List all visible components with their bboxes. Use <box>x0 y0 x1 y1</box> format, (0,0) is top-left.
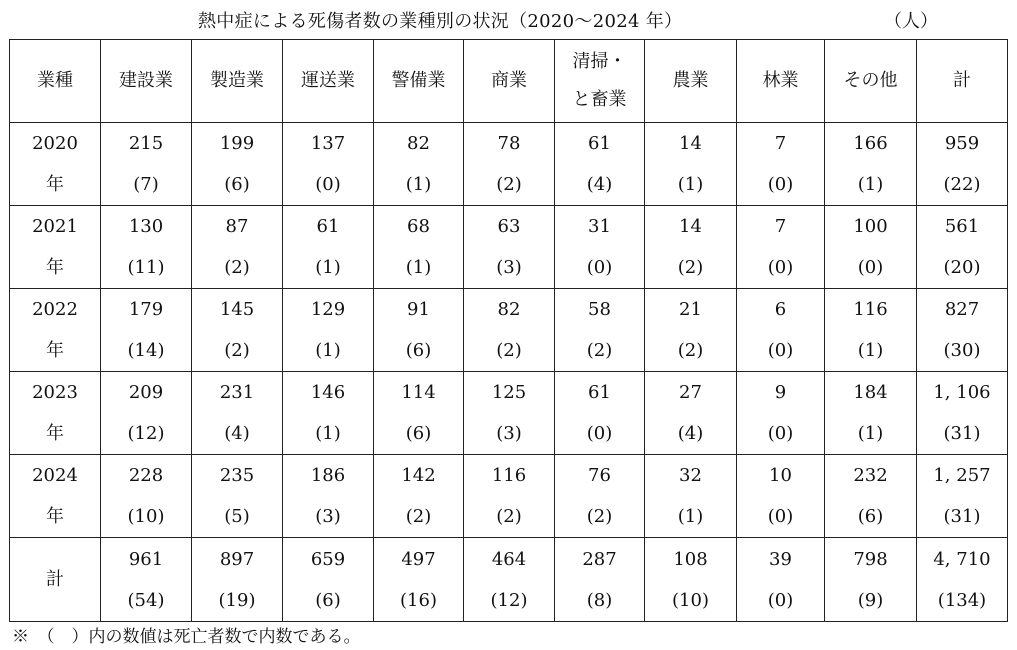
table-cell <box>374 455 464 538</box>
table-body <box>10 123 1008 622</box>
cell-deaths: (2) <box>496 174 522 195</box>
header-label-line2: と畜業 <box>572 89 627 110</box>
table-cell <box>917 206 1008 289</box>
cell-count: 9 <box>774 382 787 403</box>
table-cell <box>192 372 283 455</box>
table-cell <box>464 372 555 455</box>
header-label: 商業 <box>491 70 527 91</box>
cell-deaths: (20) <box>943 257 981 278</box>
table-cell <box>374 538 464 622</box>
cell-count: 6 <box>774 299 787 320</box>
row-label-line2: 年 <box>46 506 64 527</box>
row-label-line1: 2021 <box>32 216 78 237</box>
cell-deaths: (0) <box>767 589 794 611</box>
cell-deaths: (19) <box>218 589 256 611</box>
cell-count: 798 <box>853 548 888 570</box>
table-cell <box>825 206 917 289</box>
row-label-line1: 2022 <box>32 299 78 320</box>
table-cell <box>283 289 374 372</box>
table-cell <box>374 289 464 372</box>
table-cell <box>917 289 1008 372</box>
table-cell <box>555 206 645 289</box>
cell-count: 91 <box>407 299 430 320</box>
row-label-line2: 年 <box>46 257 64 278</box>
header-label: 林業 <box>762 70 799 91</box>
cell-count: 63 <box>497 216 521 237</box>
table-cell <box>825 123 917 206</box>
cell-count: 61 <box>588 382 611 403</box>
cell-count: 14 <box>679 133 702 154</box>
table-cell <box>374 123 464 206</box>
cell-deaths: (22) <box>943 174 981 195</box>
cell-count: 7 <box>774 133 787 154</box>
cell-deaths: (30) <box>943 340 981 361</box>
cell-deaths: (10) <box>672 589 709 611</box>
cell-deaths: (11) <box>127 257 165 278</box>
cell-count: 199 <box>219 133 255 154</box>
table-cell <box>825 289 917 372</box>
header-cell-manufacturing <box>192 40 283 123</box>
cell-count: 142 <box>401 465 436 486</box>
cell-count: 27 <box>679 382 702 403</box>
cell-deaths: (0) <box>767 423 794 444</box>
cell-deaths: (1) <box>677 174 704 195</box>
table-cell <box>101 538 192 622</box>
table-cell <box>555 372 645 455</box>
table-row <box>10 538 1008 622</box>
header-cell-forestry <box>737 40 825 123</box>
table-cell <box>917 538 1008 622</box>
cell-count: 1, 257 <box>933 465 991 486</box>
cell-count: 4, 710 <box>933 548 991 570</box>
table-cell <box>645 538 737 622</box>
table-cell <box>555 289 645 372</box>
cell-count: 32 <box>679 465 702 486</box>
cell-count: 100 <box>853 216 888 237</box>
header-cell-total <box>917 40 1008 123</box>
row-label-cell <box>10 372 101 455</box>
cell-count: 145 <box>219 299 255 320</box>
cell-deaths: (2) <box>224 257 250 278</box>
header-cell-security <box>374 40 464 123</box>
cell-deaths: (3) <box>496 257 522 278</box>
cell-deaths: (54) <box>127 589 165 611</box>
cell-count: 209 <box>128 382 164 403</box>
table-row <box>10 289 1008 372</box>
table-row <box>10 372 1008 455</box>
cell-deaths: (31) <box>943 506 981 527</box>
table-cell <box>192 289 283 372</box>
cell-deaths: (5) <box>224 506 250 527</box>
table-cell <box>737 289 825 372</box>
table-row <box>10 206 1008 289</box>
table-cell <box>917 372 1008 455</box>
cell-count: 58 <box>588 299 611 320</box>
cell-count: 10 <box>769 465 792 486</box>
cell-deaths: (4) <box>224 423 250 444</box>
cell-deaths: (12) <box>490 589 528 611</box>
table-cell <box>464 538 555 622</box>
cell-deaths: (2) <box>496 506 522 527</box>
cell-deaths: (0) <box>586 257 613 278</box>
table-cell <box>101 289 192 372</box>
cell-deaths: (1) <box>677 506 704 527</box>
table-cell <box>825 455 917 538</box>
title-row <box>0 4 1017 34</box>
table-cell <box>101 206 192 289</box>
cell-count: 232 <box>853 465 888 486</box>
row-label-line1: 2024 <box>32 465 78 486</box>
cell-count: 125 <box>491 382 527 403</box>
cell-deaths: (0) <box>767 174 794 195</box>
header-label: 製造業 <box>210 70 264 91</box>
cell-deaths: (1) <box>315 340 341 361</box>
row-label-cell <box>10 123 101 206</box>
cell-deaths: (6) <box>857 506 884 527</box>
table-cell <box>283 123 374 206</box>
table-row <box>10 123 1008 206</box>
table-cell <box>825 372 917 455</box>
cell-deaths: (9) <box>857 589 884 611</box>
header-cell-industry <box>10 40 101 123</box>
table-cell <box>464 123 555 206</box>
row-label-line1: 計 <box>46 569 64 590</box>
heatstroke-table <box>9 39 1008 622</box>
row-label-line2: 年 <box>46 340 64 361</box>
footnote: ※ （ ）内の数値は死亡者数で内数である。 <box>12 627 361 647</box>
table-cell <box>825 538 917 622</box>
cell-deaths: (0) <box>315 174 341 195</box>
header-cell-agriculture <box>645 40 737 123</box>
cell-deaths: (1) <box>857 340 884 361</box>
cell-count: 235 <box>219 465 255 486</box>
cell-count: 116 <box>853 299 888 320</box>
cell-deaths: (10) <box>127 506 165 527</box>
table-cell <box>645 123 737 206</box>
table-cell <box>192 123 283 206</box>
cell-count: 1, 106 <box>933 382 991 403</box>
cell-deaths: (2) <box>677 340 704 361</box>
header-row <box>10 40 1008 123</box>
cell-count: 561 <box>944 216 980 237</box>
cell-deaths: (6) <box>224 174 250 195</box>
table-cell <box>737 372 825 455</box>
table-cell <box>192 455 283 538</box>
cell-deaths: (2) <box>405 506 432 527</box>
table-cell <box>101 123 192 206</box>
cell-deaths: (2) <box>224 340 250 361</box>
table-cell <box>737 123 825 206</box>
cell-count: 231 <box>219 382 255 403</box>
header-label: 農業 <box>672 70 709 91</box>
table-cell <box>374 372 464 455</box>
cell-deaths: (0) <box>857 257 884 278</box>
table-cell <box>555 538 645 622</box>
cell-deaths: (1) <box>315 423 341 444</box>
cell-count: 166 <box>853 133 888 154</box>
cell-deaths: (14) <box>127 340 165 361</box>
cell-count: 228 <box>128 465 164 486</box>
header-label: 建設業 <box>119 70 173 91</box>
table-cell <box>283 372 374 455</box>
cell-deaths: (2) <box>586 506 613 527</box>
table-row <box>10 455 1008 538</box>
table-cell <box>645 206 737 289</box>
cell-deaths: (0) <box>767 340 794 361</box>
cell-deaths: (4) <box>677 423 704 444</box>
cell-count: 61 <box>588 133 611 154</box>
table-cell <box>464 455 555 538</box>
table-cell <box>192 538 283 622</box>
row-label-cell <box>10 206 101 289</box>
header-label: 計 <box>953 70 971 91</box>
cell-count: 114 <box>401 382 436 403</box>
table-cell <box>737 206 825 289</box>
cell-deaths: (4) <box>586 174 613 195</box>
cell-count: 146 <box>310 382 346 403</box>
cell-deaths: (6) <box>405 340 432 361</box>
cell-count: 78 <box>497 133 521 154</box>
table-cell <box>101 372 192 455</box>
row-label-cell <box>10 538 101 622</box>
table-cell <box>645 372 737 455</box>
cell-deaths: (31) <box>943 423 981 444</box>
table-cell <box>464 289 555 372</box>
table-cell <box>101 455 192 538</box>
cell-deaths: (2) <box>586 340 613 361</box>
cell-count: 827 <box>944 299 980 320</box>
cell-count: 961 <box>128 548 164 570</box>
cell-count: 186 <box>310 465 346 486</box>
cell-count: 68 <box>407 216 430 237</box>
table-cell <box>192 206 283 289</box>
cell-count: 184 <box>853 382 888 403</box>
cell-deaths: (2) <box>496 340 522 361</box>
cell-count: 287 <box>582 548 617 570</box>
cell-deaths: (3) <box>496 423 522 444</box>
cell-deaths: (0) <box>586 423 613 444</box>
table-cell <box>374 206 464 289</box>
cell-count: 39 <box>769 548 792 570</box>
cell-count: 7 <box>774 216 787 237</box>
cell-deaths: (3) <box>315 506 341 527</box>
table-cell <box>283 538 374 622</box>
cell-count: 137 <box>310 133 346 154</box>
cell-deaths: (6) <box>405 423 432 444</box>
cell-count: 659 <box>310 548 346 570</box>
table-cell <box>737 538 825 622</box>
cell-count: 61 <box>316 216 340 237</box>
cell-count: 116 <box>491 465 527 486</box>
header-label-line1: 清掃・ <box>572 51 627 72</box>
cell-count: 108 <box>673 548 708 570</box>
row-label-line2: 年 <box>46 423 64 444</box>
cell-count: 82 <box>497 299 521 320</box>
cell-deaths: (2) <box>677 257 704 278</box>
header-label: 警備業 <box>391 70 446 91</box>
cell-deaths: (1) <box>857 174 884 195</box>
table-cell <box>283 206 374 289</box>
header-cell-other <box>825 40 917 123</box>
cell-deaths: (7) <box>133 174 159 195</box>
table-cell <box>645 289 737 372</box>
cell-count: 129 <box>310 299 346 320</box>
header-cell-construction <box>101 40 192 123</box>
cell-count: 21 <box>679 299 702 320</box>
table-cell <box>555 455 645 538</box>
cell-deaths: (1) <box>315 257 341 278</box>
cell-count: 82 <box>407 133 430 154</box>
table-cell <box>555 123 645 206</box>
header-label: その他 <box>843 70 898 91</box>
cell-count: 130 <box>128 216 164 237</box>
cell-deaths: (8) <box>586 589 613 611</box>
cell-count: 897 <box>219 548 255 570</box>
table-cell <box>645 455 737 538</box>
header-cell-transport <box>283 40 374 123</box>
page-title: 熱中症による死傷者数の業種別の状況（2020～2024 年） <box>198 11 683 32</box>
cell-count: 464 <box>491 548 527 570</box>
unit-label: （人） <box>884 11 938 32</box>
cell-deaths: (6) <box>315 589 341 611</box>
row-label-line1: 2020 <box>32 133 78 154</box>
cell-deaths: (0) <box>767 506 794 527</box>
header-cell-commerce <box>464 40 555 123</box>
table-cell <box>283 455 374 538</box>
cell-count: 31 <box>588 216 611 237</box>
table-cell <box>917 123 1008 206</box>
header-cell-cleaning-slaughter <box>555 40 645 123</box>
cell-count: 497 <box>401 548 436 570</box>
cell-count: 959 <box>944 133 980 154</box>
cell-count: 87 <box>225 216 249 237</box>
row-label-line1: 2023 <box>32 382 78 403</box>
row-label-line2: 年 <box>46 174 64 195</box>
row-label-cell <box>10 455 101 538</box>
table-cell <box>917 455 1008 538</box>
cell-deaths: (1) <box>405 174 432 195</box>
table-cell <box>737 455 825 538</box>
cell-deaths: (12) <box>127 423 165 444</box>
row-label-cell <box>10 289 101 372</box>
cell-deaths: (0) <box>767 257 794 278</box>
cell-deaths: (16) <box>400 589 437 611</box>
table-cell <box>464 206 555 289</box>
cell-count: 179 <box>128 299 164 320</box>
cell-deaths: (1) <box>405 257 432 278</box>
header-label: 業種 <box>37 70 73 91</box>
cell-count: 76 <box>588 465 611 486</box>
cell-deaths: (134) <box>937 589 987 611</box>
cell-deaths: (1) <box>857 423 884 444</box>
cell-count: 14 <box>679 216 702 237</box>
cell-count: 215 <box>128 133 164 154</box>
header-label: 運送業 <box>301 70 355 91</box>
